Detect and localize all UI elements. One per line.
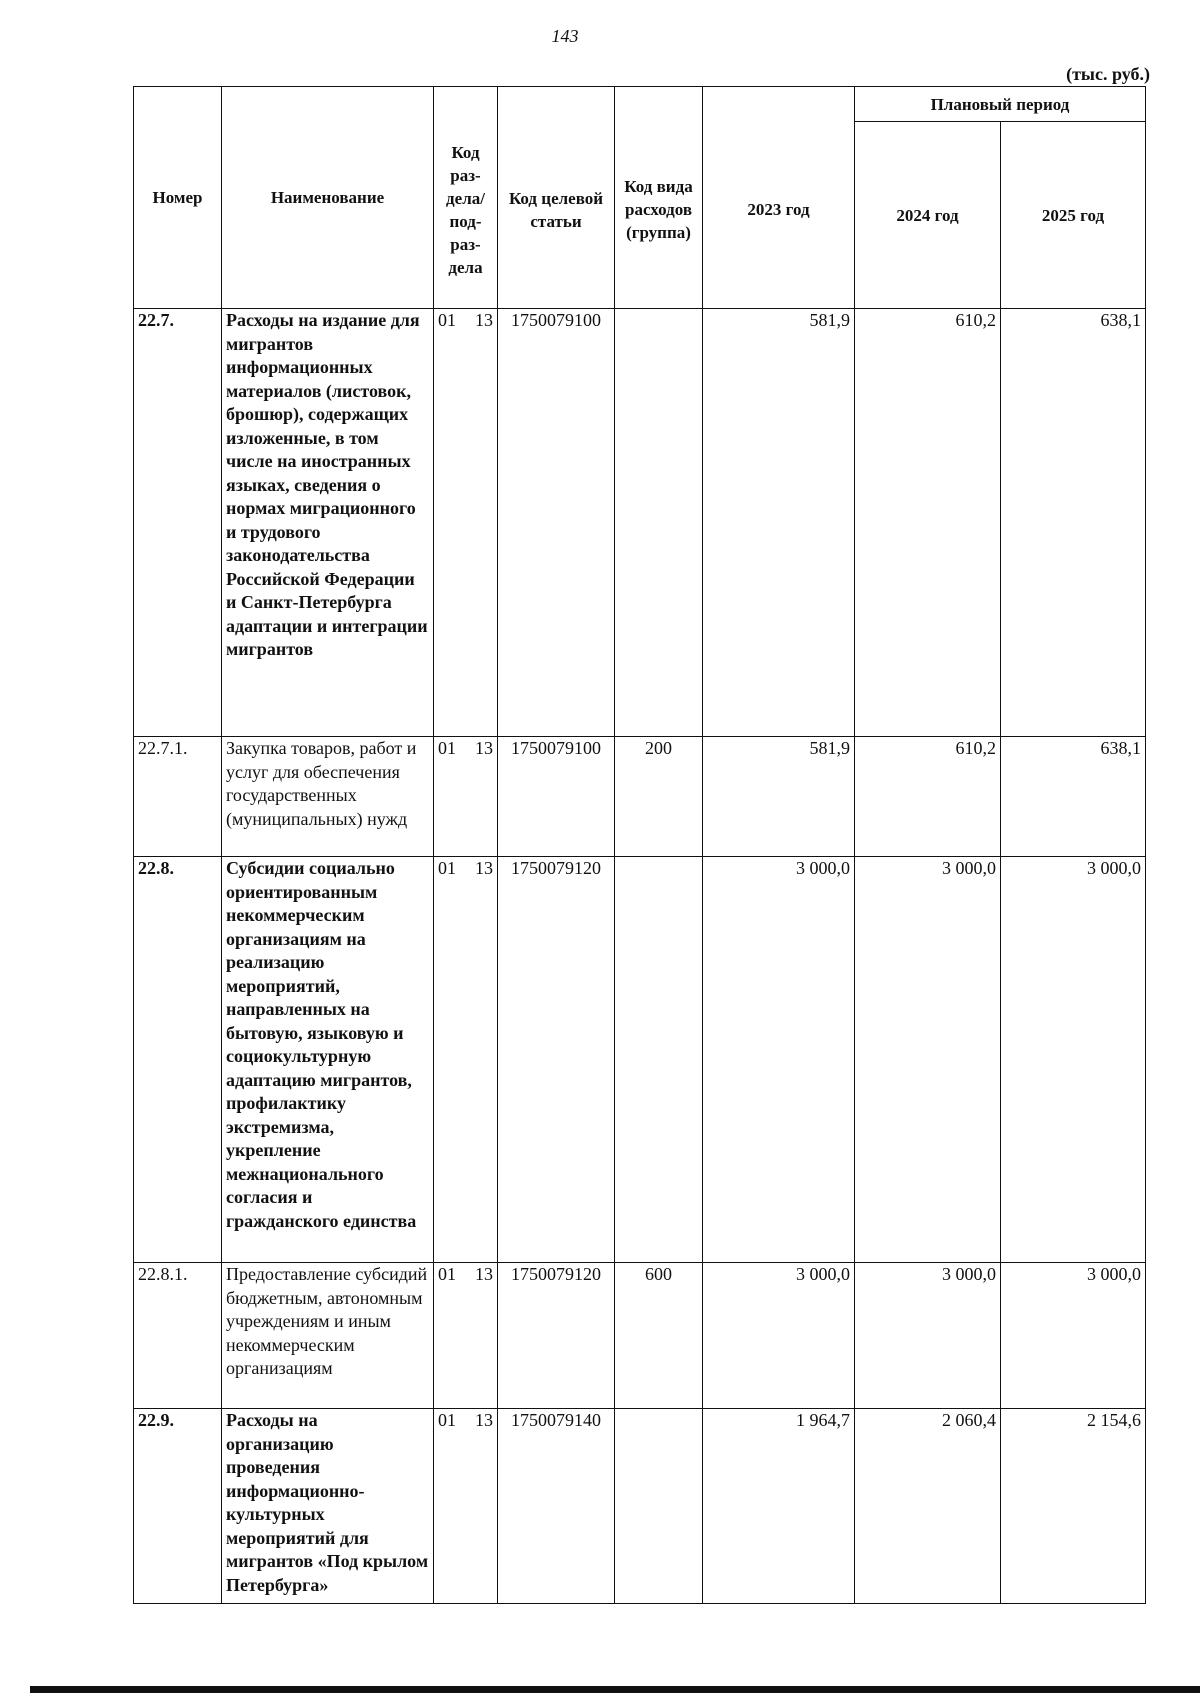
row-value-2023: 3 000,0 (703, 857, 855, 1263)
footer-rule (30, 1686, 1200, 1693)
page-number: 143 (551, 26, 579, 46)
row-value-2024: 2 060,4 (855, 1409, 1001, 1604)
row-value-2024: 610,2 (855, 309, 1001, 737)
row-value-2024: 3 000,0 (855, 1263, 1001, 1409)
section-code: 01 (438, 1264, 456, 1284)
row-target-article: 1750079100 (498, 309, 615, 737)
row-number: 22.8. (134, 857, 222, 1263)
row-section-code (434, 857, 498, 1263)
subsection-code: 13 (475, 1264, 493, 1284)
table-row (134, 857, 1146, 1263)
row-name: Расходы на издание для мигрантов информационных материалов (листовок, брошюр), содержащих изложенные, в том числе на иностранных языках, сведения о нормах миграционного и трудового законодательства Российской Федерации и Санкт-Петербурга адаптации и интеграции мигрантов (222, 309, 434, 737)
table-row (134, 1409, 1146, 1604)
table-row (134, 737, 1146, 857)
section-code: 01 (438, 738, 456, 758)
table-row (134, 1263, 1146, 1409)
row-name: Закупка товаров, работ и услуг для обеспечения государственных (муниципальных) нужд (222, 737, 434, 857)
units-label: (тыс. руб.) (1066, 64, 1150, 84)
subsection-code: 13 (475, 310, 493, 330)
row-value-2023: 1 964,7 (703, 1409, 855, 1604)
row-name: Предоставление субсидий бюджетным, автономным учреждениям и иным некоммерческим организациям (222, 1263, 434, 1409)
row-number: 22.9. (134, 1409, 222, 1604)
row-target-article: 1750079120 (498, 1263, 615, 1409)
row-expense-type: 200 (615, 737, 703, 857)
row-target-article: 1750079120 (498, 857, 615, 1263)
subsection-code: 13 (475, 738, 493, 758)
row-value-2025: 3 000,0 (1001, 857, 1146, 1263)
row-section-code (434, 1409, 498, 1604)
header-section-code: Код раз-дела/ под-раз-дела (434, 87, 498, 309)
header-planned-period: Плановый период (855, 87, 1146, 122)
header-target-article: Код целевой статьи (498, 87, 615, 309)
row-value-2024: 610,2 (855, 737, 1001, 857)
row-number: 22.7. (134, 309, 222, 737)
table-header (134, 87, 1146, 309)
row-section-code (434, 309, 498, 737)
section-code: 01 (438, 1410, 456, 1430)
budget-table (133, 86, 1146, 1604)
row-target-article: 1750079140 (498, 1409, 615, 1604)
header-2024: 2024 год (855, 122, 1001, 309)
row-number: 22.7.1. (134, 737, 222, 857)
row-value-2023: 3 000,0 (703, 1263, 855, 1409)
subsection-code: 13 (475, 858, 493, 878)
row-section-code (434, 1263, 498, 1409)
row-expense-type (615, 1409, 703, 1604)
row-value-2024: 3 000,0 (855, 857, 1001, 1263)
section-code: 01 (438, 310, 456, 330)
header-expense-type: Код вида расходов (группа) (615, 87, 703, 309)
header-2023: 2023 год (703, 87, 855, 309)
header-name: Наименование (222, 87, 434, 309)
row-value-2023: 581,9 (703, 309, 855, 737)
section-code: 01 (438, 858, 456, 878)
table-row (134, 309, 1146, 737)
row-expense-type: 600 (615, 1263, 703, 1409)
row-value-2025: 2 154,6 (1001, 1409, 1146, 1604)
row-section-code (434, 737, 498, 857)
row-value-2025: 638,1 (1001, 309, 1146, 737)
row-target-article: 1750079100 (498, 737, 615, 857)
row-number: 22.8.1. (134, 1263, 222, 1409)
header-number: Номер (134, 87, 222, 309)
subsection-code: 13 (475, 1410, 493, 1430)
row-value-2025: 3 000,0 (1001, 1263, 1146, 1409)
row-value-2025: 638,1 (1001, 737, 1146, 857)
row-expense-type (615, 309, 703, 737)
table-body (134, 309, 1146, 1604)
row-name: Расходы на организацию проведения информационно-культурных мероприятий для мигрантов «Под крылом Петербурга» (222, 1409, 434, 1604)
row-name: Субсидии социально ориентированным некоммерческим организациям на реализацию мероприятий, направленных на бытовую, языковую и социокультурную адаптацию мигрантов, профилактику экстремизма, укрепление межнационального согласия и гражданского единства (222, 857, 434, 1263)
row-value-2023: 581,9 (703, 737, 855, 857)
header-2025: 2025 год (1001, 122, 1146, 309)
row-expense-type (615, 857, 703, 1263)
